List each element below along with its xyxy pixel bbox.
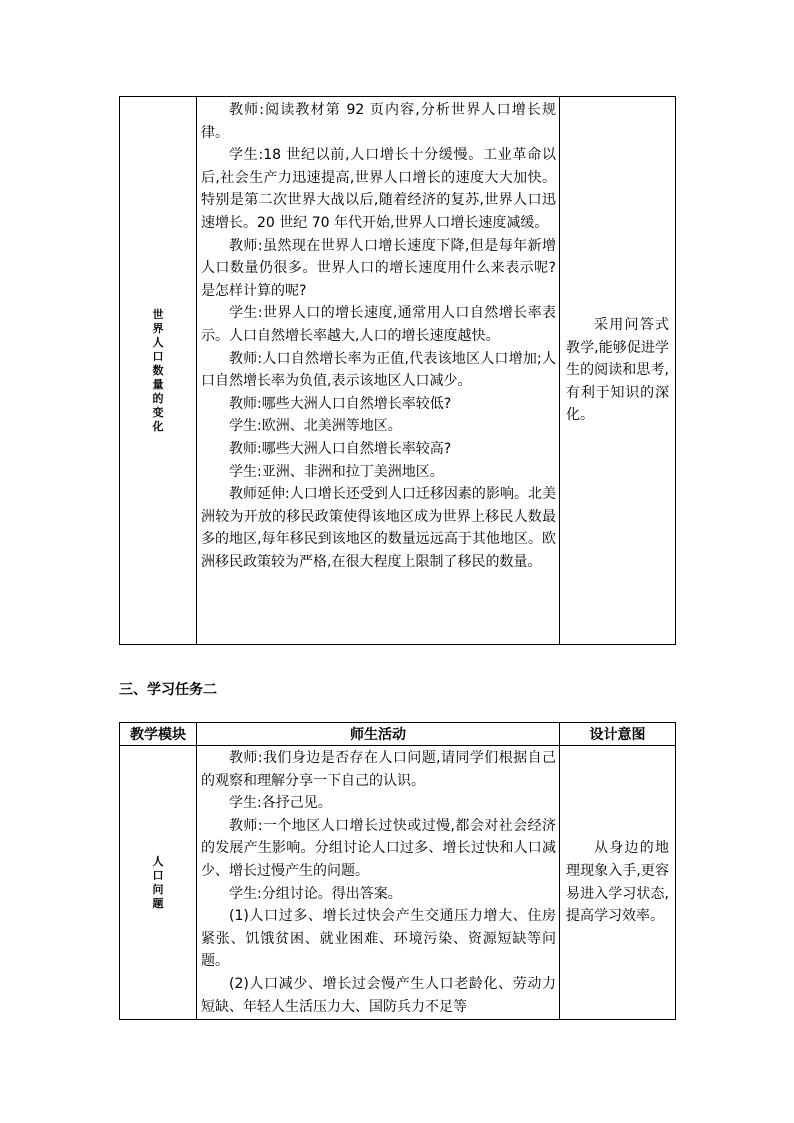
lesson-table-1 <box>119 96 676 645</box>
module-label: 世界人口数量的变化 <box>152 307 164 433</box>
header-row <box>120 723 676 746</box>
intent-cell <box>560 97 676 645</box>
activity-line: 学生:世界人口的增长速度,通常用人口自然增长率表示。人口自然增长率越大,人口的增长速度越快。 <box>201 305 556 344</box>
activity-line: 教师:哪些大洲人口自然增长率较高? <box>229 440 452 457</box>
activity-line: 学生:分组讨论。得出答案。 <box>229 885 402 902</box>
activity-line: (1)人口过多、增长过快会产生交通压力增大、住房紧张、饥饿贫困、就业困难、环境污染、资源短缺等问题。 <box>201 908 556 970</box>
column-header: 教学模块 <box>120 723 197 746</box>
activity-cell <box>197 97 560 645</box>
lesson-table-2 <box>119 722 676 1020</box>
intent-text: 从身边的地理现象入手,更容易进入学习状态,提高学习效率。 <box>566 840 669 925</box>
module-label: 人口问题 <box>152 854 164 910</box>
activity-line: 教师延伸:人口增长还受到人口迁移因素的影响。北美洲较为开放的移民政策使得该地区成为世界上移民人数最多的地区,每年移民到该地区的数量远远高于其他地区。欧洲移民政策较为严格,在很大程度上限制了移民的数量。 <box>201 486 556 570</box>
activity-line: 教师:人口自然增长率为正值,代表该地区人口增加;人口自然增长率为负值,表示该地区人口减少。 <box>201 350 556 390</box>
module-cell <box>120 97 197 645</box>
activity-line: 学生:18 世纪以前,人口增长十分缓慢。工业革命以后,社会生产力迅速提高,世界人口增长的速度大大加快。特别是第二次世界大战以后,随着经济的复苏,世界人口迅速增长。20 世纪 70 年代开始,世界人口增长速度减缓。 <box>201 147 556 231</box>
intent-cell <box>560 746 676 1020</box>
activity-cell <box>197 746 560 1020</box>
activity-line: 学生:亚洲、非洲和拉丁美洲地区。 <box>229 463 444 480</box>
intent-text: 采用问答式教学,能够促进学生的阅读和思考,有利于知识的深化。 <box>566 317 669 424</box>
activity-line: (2)人口减少、增长过会慢产生人口老龄化、劳动力短缺、年轻人生活压力大、国防兵力不足等 <box>201 975 556 1015</box>
module-cell <box>120 746 197 1020</box>
table-row <box>120 746 676 1020</box>
activity-line: 教师:我们身边是否存在人口问题,请同学们根据自己的观察和理解分享一下自己的认识。 <box>201 750 556 789</box>
activity-line: 教师:一个地区人口增长过快或过慢,都会对社会经济的发展产生影响。分组讨论人口过多、增长过快和人口减少、增长过慢产生的问题。 <box>201 817 556 879</box>
activity-line: 教师:虽然现在世界人口增长速度下降,但是每年新增人口数量仍很多。世界人口的增长速度用什么来表示呢?是怎样计算的呢? <box>201 237 556 299</box>
activity-line: 教师:阅读教材第 92 页内容,分析世界人口增长规律。 <box>201 102 556 141</box>
column-header: 设计意图 <box>560 723 676 746</box>
activity-line: 教师:哪些大洲人口自然增长率较低? <box>229 395 452 412</box>
table-row <box>120 97 676 645</box>
activity-line: 学生:各抒己见。 <box>229 795 332 812</box>
column-header: 师生活动 <box>197 723 560 746</box>
section-heading: 三、学习任务二 <box>119 682 217 698</box>
activity-line: 学生:欧洲、北美洲等地区。 <box>229 418 402 435</box>
